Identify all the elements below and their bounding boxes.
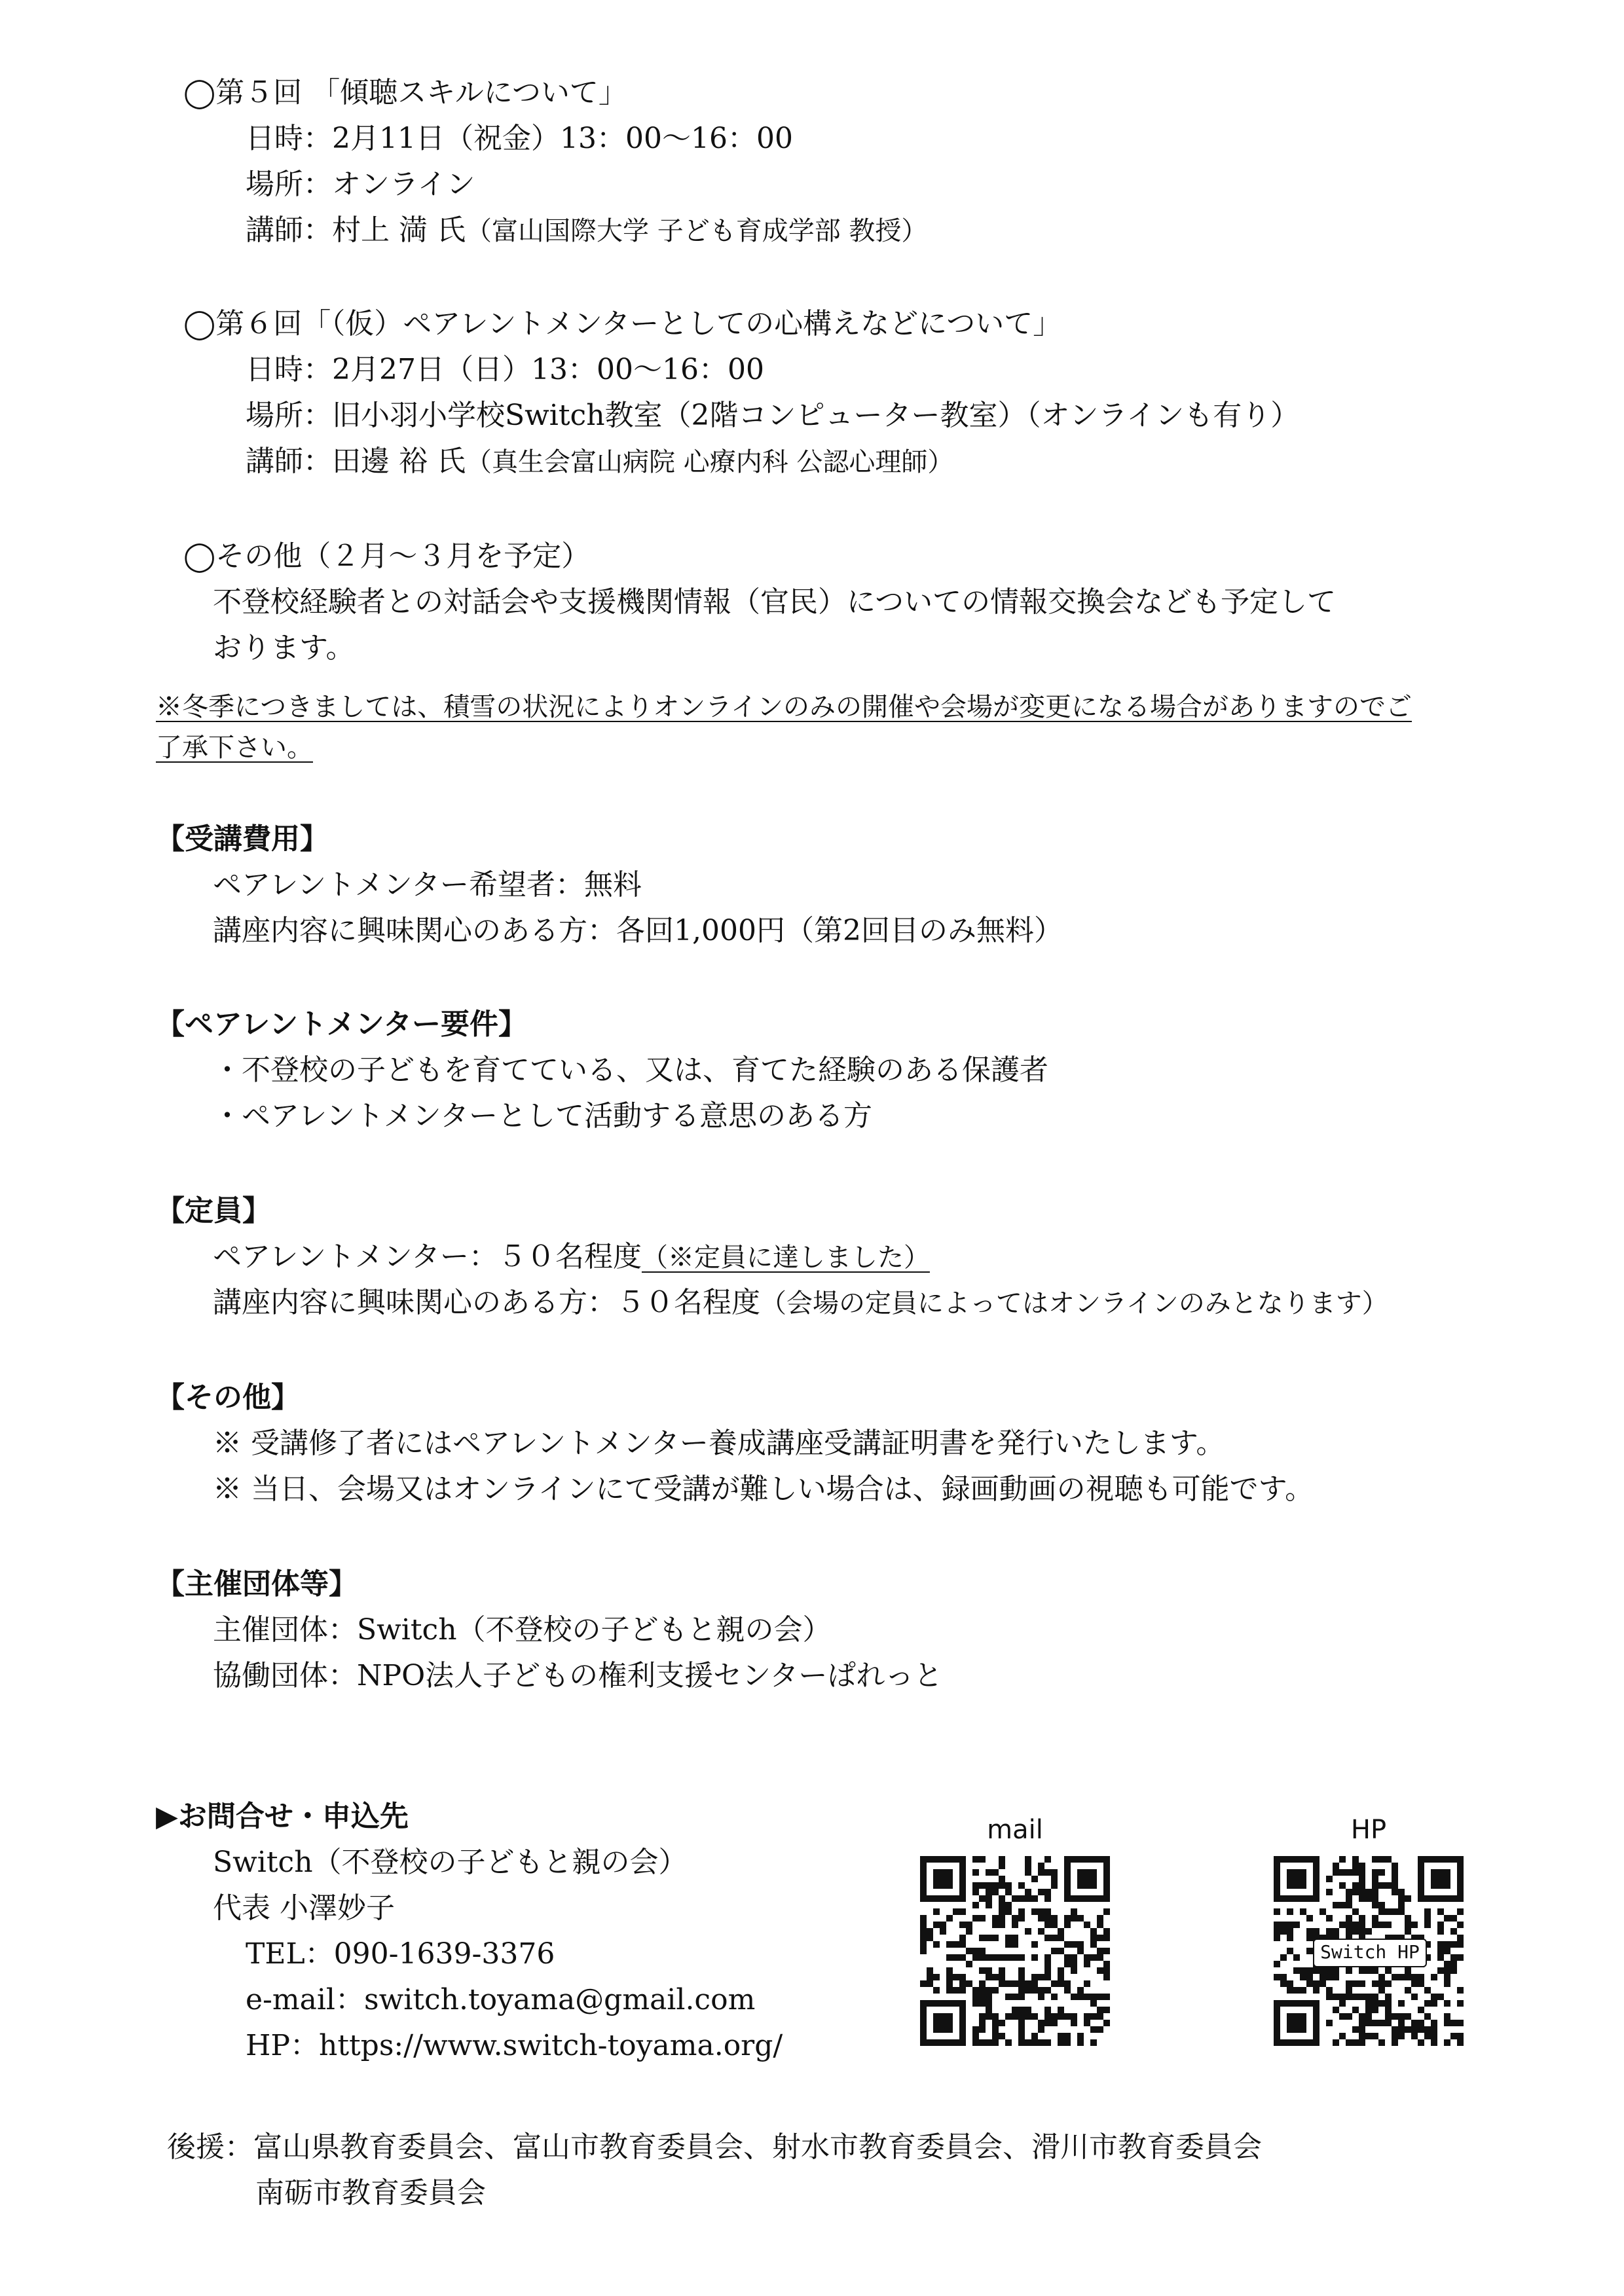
other-session-line2: おります。 xyxy=(213,631,355,665)
session6-date: 日時：2月27日（日）13：00〜16：00 xyxy=(246,353,764,386)
organizers-partner: 協働団体：NPO法人子どもの権利支援センターぱれっと xyxy=(213,1659,943,1692)
qr-mail-code[interactable] xyxy=(920,1856,1110,2046)
session5-place: 場所：オンライン xyxy=(246,168,475,201)
contact-tel[interactable]: TEL：090-1639-3376 xyxy=(246,1937,555,1971)
contact-org: Switch（不登校の子どもと親の会） xyxy=(213,1846,688,1879)
qr-hp-overlay: Switch HP xyxy=(1313,1939,1427,1967)
contact-hp[interactable]: HP：https://www.switch-toyama.org/ xyxy=(246,2029,783,2062)
capacity-interested: 講座内容に興味関心のある方：５０名程度 xyxy=(213,1286,760,1319)
capacity-full-note: （※定員に達しました） xyxy=(641,1243,930,1273)
others-heading: 【その他】 xyxy=(156,1381,300,1414)
contact-heading: ▶お問合せ・申込先 xyxy=(156,1800,409,1833)
fee-heading: 【受講費用】 xyxy=(156,822,329,856)
session6-title: ◯第６回「（仮）ペアレントメンターとしての心構えなどについて」 xyxy=(183,307,1062,340)
winter-note-line1: ※冬季につきましては、積雪の状況によりオンラインのみの開催や会場が変更になる場合がありますのでご xyxy=(156,692,1412,722)
session6-lecturer-note: （真生会富山病院 心療内科 公認心理師） xyxy=(465,447,954,477)
requirements-item1: ・不登校の子どもを育てている、又は、育てた経験のある保護者 xyxy=(213,1053,1048,1087)
capacity-line1 xyxy=(213,1237,930,1277)
organizers-heading: 【主催団体等】 xyxy=(156,1567,358,1601)
session6-lecturer xyxy=(246,442,953,482)
session5-title: ◯第５回 「傾聴スキルについて」 xyxy=(183,76,627,109)
fee-line1: ペアレントメンター希望者：無料 xyxy=(213,868,642,902)
support-line1: 後援：富山県教育委員会、富山市教育委員会、射水市教育委員会、滑川市教育委員会 xyxy=(167,2130,1262,2164)
session5-date: 日時：2月11日（祝金）13：00〜16：00 xyxy=(246,122,793,155)
other-session-title: ◯その他（２月〜３月を予定） xyxy=(183,539,591,573)
winter-note-line2: 了承下さい。 xyxy=(156,733,313,763)
others-line2: ※ 当日、会場又はオンラインにて受講が難しい場合は、録画動画の視聴も可能です。 xyxy=(213,1472,1314,1506)
contact-rep: 代表 小澤妙子 xyxy=(213,1891,395,1925)
session6-place: 場所：旧小羽小学校Switch教室（2階コンピューター教室）（オンラインも有り） xyxy=(246,399,1300,432)
session5-lecturer-name: 講師：村上 満 氏 xyxy=(246,213,466,247)
organizers-host: 主催団体：Switch（不登校の子どもと親の会） xyxy=(213,1613,832,1647)
capacity-online-note: （会場の定員によってはオンラインのみとなります） xyxy=(760,1288,1388,1319)
qr-mail-label: mail xyxy=(987,1815,1043,1845)
qr-hp-wrapper[interactable] xyxy=(1274,1856,1464,2046)
session5-lecturer xyxy=(246,211,927,251)
contact-email[interactable]: e-mail：switch.toyama@gmail.com xyxy=(246,1983,756,2016)
session5-lecturer-note: （富山国際大学 子ども育成学部 教授） xyxy=(465,216,928,246)
capacity-line2 xyxy=(213,1283,1388,1323)
requirements-heading: 【ペアレントメンター要件】 xyxy=(156,1008,527,1041)
others-line1: ※ 受講修了者にはペアレントメンター養成講座受講証明書を発行いたします。 xyxy=(213,1427,1225,1460)
other-session-line1: 不登校経験者との対話会や支援機関情報（官民）についての情報交換会なども予定して xyxy=(213,585,1337,619)
support-line2: 南砺市教育委員会 xyxy=(255,2176,486,2210)
requirements-item2: ・ペアレントメンターとして活動する意思のある方 xyxy=(213,1099,872,1133)
fee-line2: 講座内容に興味関心のある方：各回1,000円（第2回目のみ無料） xyxy=(213,914,1063,947)
capacity-mentor: ペアレントメンター：５０名程度 xyxy=(213,1240,642,1273)
qr-hp-label: HP xyxy=(1350,1815,1387,1845)
capacity-heading: 【定員】 xyxy=(156,1194,271,1228)
session6-lecturer-name: 講師：田邊 裕 氏 xyxy=(246,445,466,478)
